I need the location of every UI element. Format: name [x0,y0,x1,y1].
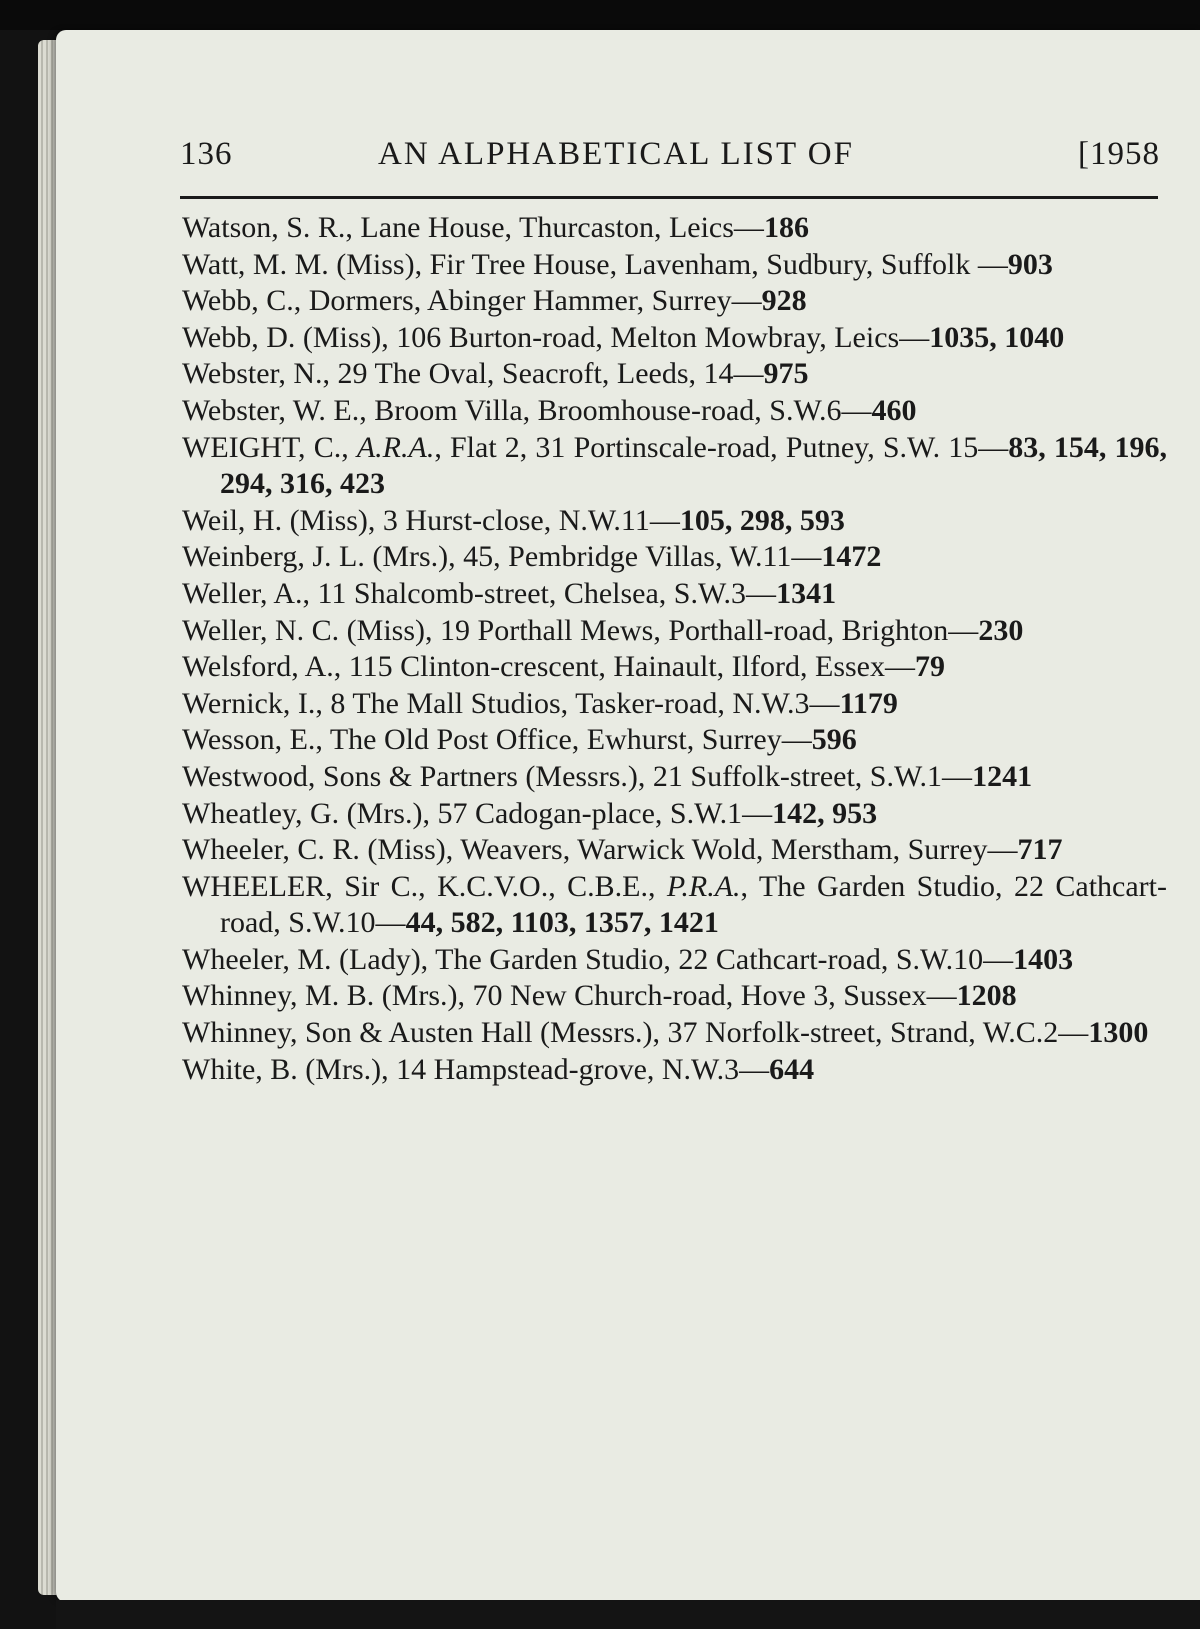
entry-text: Welsford, A., 115 Clinton-crescent, Hainault, Ilford, Essex— [182,650,915,684]
entry-text: Wheeler, M. (Lady), The Garden Studio, 22 Cathcart-road, S.W.10— [182,942,1014,976]
entry-text: Webb, D. (Miss), 106 Burton-road, Melton Mowbray, Leics— [182,320,930,354]
entry-title-italic: P.R.A. [666,869,741,903]
entry-title-italic: A.R.A. [356,430,435,464]
list-entry [182,978,1167,1015]
list-entry [182,247,1167,284]
list-entry [182,942,1167,979]
entry-numbers: 1035, 1040 [929,320,1065,354]
header-rule [180,196,1158,199]
entry-numbers: 1341 [776,576,837,610]
entry-text: Webster, W. E., Broom Villa, Broomhouse-road, S.W.6— [182,393,872,427]
entry-text: WEIGHT, C., [182,430,357,464]
list-entry [182,869,1167,942]
list-entry [182,503,1167,540]
entry-text: Weller, A., 11 Shalcomb-street, Chelsea, S.W.3— [182,576,777,610]
entry-text: Watt, M. M. (Miss), Fir Tree House, Lavenham, Sudbury, Suffolk — [182,247,1008,281]
page-title: AN ALPHABETICAL LIST OF [378,136,854,172]
entry-numbers: 79 [914,650,945,684]
entry-numbers: 1179 [839,686,898,720]
entry-numbers: 596 [811,723,857,757]
entry-numbers: 460 [871,393,917,427]
header-year: [1958 [1078,136,1160,172]
entry-text: Wheeler, C. R. (Miss), Weavers, Warwick Wold, Merstham, Surrey— [182,833,1018,867]
list-entry [182,1052,1167,1089]
entry-numbers: 44, 582, 1103, 1357, 1421 [405,906,719,940]
entry-text: Wheatley, G. (Mrs.), 57 Cadogan-place, S.W.1— [182,796,773,830]
list-entry [182,320,1167,357]
entry-text: White, B. (Mrs.), 14 Hampstead-grove, N.W.3— [182,1052,770,1086]
list-entry [182,722,1167,759]
running-header [180,136,1160,180]
list-entry [182,686,1167,723]
list-entry [182,649,1167,686]
list-entry [182,1015,1167,1052]
entry-text: Weil, H. (Miss), 3 Hurst-close, N.W.11— [182,503,680,537]
entry-text: Whinney, Son & Austen Hall (Messrs.), 37 Norfolk-street, Strand, W.C.2— [182,1016,1089,1050]
scan-top-border [0,0,1200,30]
entry-text: Watson, S. R., Lane House, Thurcaston, Leics— [182,211,764,244]
entry-numbers: 186 [763,211,809,244]
list-entry [182,430,1167,503]
list-entry [182,613,1167,650]
entry-text: , The Garden Studio, 22 Cathcart-road, S.W.10— [220,869,1167,940]
entry-list [182,210,1167,1088]
list-entry [182,796,1167,833]
entry-text: , Flat 2, 31 Portinscale-road, Putney, S.W. 15— [434,430,1009,464]
list-entry [182,283,1167,320]
page-number: 136 [180,136,233,172]
entry-numbers: 1472 [821,540,882,574]
entry-numbers: 83, 154, 196, 294, 316, 423 [220,430,1167,501]
list-entry [182,539,1167,576]
entry-text: Wernick, I., 8 The Mall Studios, Tasker-road, N.W.3— [182,686,840,720]
entry-numbers: 1300 [1088,1016,1149,1050]
entry-numbers: 903 [1007,247,1053,281]
list-entry [182,832,1167,869]
entry-text: Webster, N., 29 The Oval, Seacroft, Leeds, 14— [182,357,764,391]
entry-numbers: 928 [761,284,807,318]
list-entry [182,393,1167,430]
entry-text: Weller, N. C. (Miss), 19 Porthall Mews, Porthall-road, Brighton— [182,613,979,647]
entry-text: WHEELER, Sir C., K.C.V.O., C.B.E., [182,869,667,903]
entry-numbers: 230 [978,613,1024,647]
scan-bottom-border [56,1600,1200,1629]
list-entry [182,210,1167,247]
entry-text: Wesson, E., The Old Post Office, Ewhurst, Surrey— [182,723,812,757]
entry-numbers: 975 [763,357,809,391]
entry-numbers: 717 [1017,833,1063,867]
entry-numbers: 105, 298, 593 [679,503,845,537]
entry-numbers: 142, 953 [772,796,878,830]
entry-numbers: 1403 [1013,942,1074,976]
list-entry [182,576,1167,613]
list-entry [182,356,1167,393]
list-entry [182,759,1167,796]
entry-numbers: 644 [769,1052,815,1086]
entry-text: Whinney, M. B. (Mrs.), 70 New Church-road, Hove 3, Sussex— [182,979,957,1013]
entry-numbers: 1208 [956,979,1017,1013]
entry-numbers: 1241 [972,759,1033,793]
entry-text: Westwood, Sons & Partners (Messrs.), 21 Suffolk-street, S.W.1— [182,759,973,793]
entry-text: Webb, C., Dormers, Abinger Hammer, Surrey— [182,284,762,318]
entry-text: Weinberg, J. L. (Mrs.), 45, Pembridge Villas, W.11— [182,540,822,574]
